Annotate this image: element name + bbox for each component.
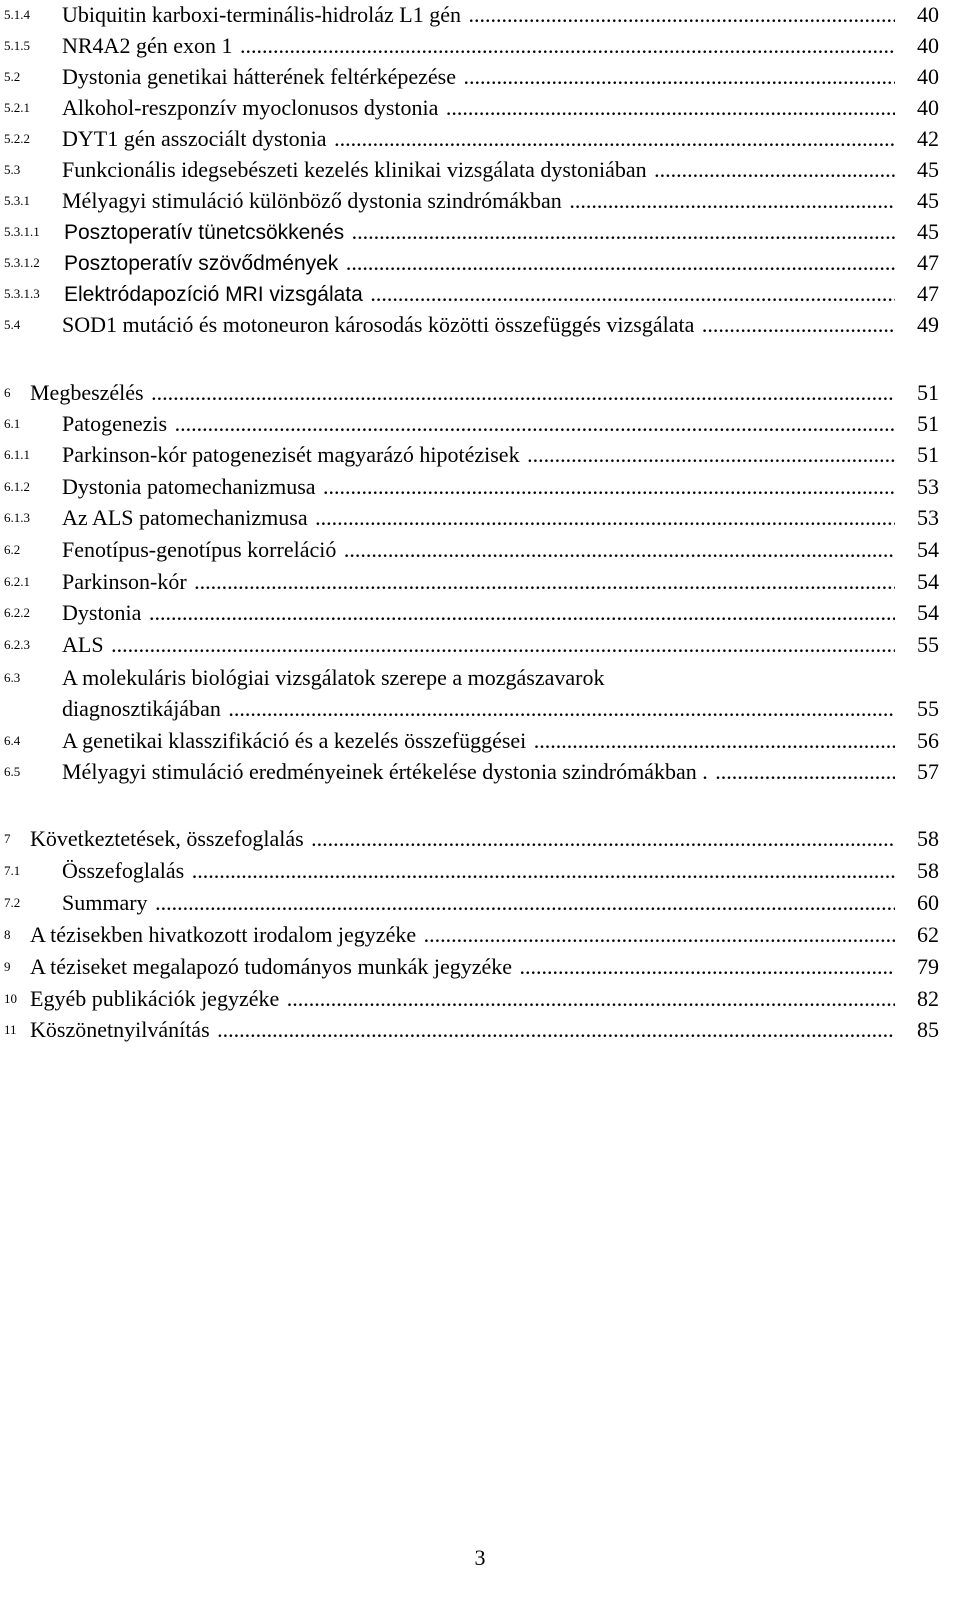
toc-entry-title <box>62 663 895 693</box>
toc-entry-title <box>62 186 895 216</box>
toc-entry-title <box>62 567 895 597</box>
toc-entry-title-text: Dystonia genetikai hátterének feltérképezése <box>62 64 456 89</box>
toc-entry-page: 57 <box>917 759 939 784</box>
toc-entry <box>0 694 960 724</box>
toc-entry-number: 9 <box>4 959 11 974</box>
toc-entry-title <box>64 248 895 279</box>
toc-entry-title-text: NR4A2 gén exon 1 <box>62 33 233 58</box>
toc-entry-title-text: Dystonia patomechanizmusa <box>62 474 316 499</box>
toc-entry-number: 11 <box>4 1022 17 1037</box>
toc-entry <box>0 952 960 982</box>
toc-entry <box>0 310 960 340</box>
toc-entry <box>0 248 960 278</box>
toc-entry-title <box>62 124 895 154</box>
toc-entry-title-text: Parkinson-kór patogenezisét magyarázó hipotézisek <box>62 442 520 467</box>
toc-entry <box>0 663 960 693</box>
toc-entry-title <box>62 310 895 340</box>
toc-entry-title <box>30 920 895 950</box>
toc-entry-title-text: A molekuláris biológiai vizsgálatok szerepe a mozgászavarok <box>62 665 605 690</box>
toc-entry-title-text: Parkinson-kór <box>62 569 187 594</box>
toc-entry-number: 6.3 <box>4 670 21 685</box>
toc-entry-title <box>62 598 895 628</box>
toc-entry-number: 6.2.2 <box>4 605 30 620</box>
toc-entry-title-text: Fenotípus-genotípus korreláció <box>62 537 337 562</box>
toc-entry-number: 6.1.1 <box>4 447 30 462</box>
toc-entry-title <box>62 0 895 30</box>
toc-entry-page: 54 <box>917 537 939 562</box>
toc-entry-title <box>62 409 895 439</box>
toc-entry <box>0 757 960 787</box>
toc-entry <box>0 217 960 247</box>
toc-entry-page: 56 <box>917 728 939 753</box>
toc-entry-page: 55 <box>917 696 939 721</box>
toc-entry-number: 6.1.2 <box>4 479 30 494</box>
toc-entry-number: 6.2.3 <box>4 637 30 652</box>
toc-entry <box>0 378 960 408</box>
toc-entry <box>0 1015 960 1045</box>
toc-entry <box>0 630 960 660</box>
toc-entry-number: 5.1.5 <box>4 38 30 53</box>
toc-entry-number: 10 <box>4 991 17 1006</box>
toc-entry-page: 53 <box>917 505 939 530</box>
toc-entry-page: 40 <box>917 64 939 89</box>
toc-entry-title <box>30 824 895 854</box>
toc-entry-title-text: Ubiquitin karboxi-terminális-hidroláz L1 gén <box>62 2 461 27</box>
toc-entry <box>0 567 960 597</box>
toc-entry-number: 5.3 <box>4 162 21 177</box>
toc-entry-title <box>62 440 895 470</box>
toc-entry-title-text: Összefoglalás <box>62 858 185 883</box>
toc-entry-page: 40 <box>917 33 939 58</box>
toc-entry-title-text: Patogenezis <box>62 411 168 436</box>
toc-entry-title <box>64 217 895 248</box>
toc-entry-title-text: Mélyagyi stimuláció eredményeinek értékelése dystonia szindrómákban . <box>62 759 708 784</box>
toc-entry-title <box>62 535 895 565</box>
toc-entry <box>0 186 960 216</box>
toc-entry <box>0 440 960 470</box>
toc-entry-number: 5.2.2 <box>4 131 30 146</box>
toc-entry-title <box>62 31 895 61</box>
toc-entry <box>0 984 960 1014</box>
toc-entry <box>0 920 960 950</box>
toc-entry-number: 5.2 <box>4 69 21 84</box>
toc-entry <box>0 856 960 886</box>
toc-entry-number: 6.2.1 <box>4 574 30 589</box>
toc-entry-title <box>62 93 895 123</box>
toc-entry <box>0 93 960 123</box>
toc-entry-title-text: DYT1 gén asszociált dystonia <box>62 126 327 151</box>
toc-entry-page: 55 <box>917 632 939 657</box>
toc-entry-number: 6.2 <box>4 542 21 557</box>
toc-entry-number: 7.2 <box>4 895 21 910</box>
toc-entry <box>0 0 960 30</box>
toc-entry-title-text: ALS <box>62 632 104 657</box>
toc-entry-title <box>30 984 895 1014</box>
toc-entry-title-text: Alkohol-reszponzív myoclonusos dystonia <box>62 95 439 120</box>
toc-entry-title-text: Posztoperatív szövődmények <box>64 252 339 275</box>
toc-entry-number: 6 <box>4 385 11 400</box>
toc-entry-number: 7.1 <box>4 863 21 878</box>
toc-entry-page: 58 <box>917 826 939 851</box>
toc-entry-title-text: Az ALS patomechanizmusa <box>62 505 308 530</box>
toc-entry-number: 7 <box>4 831 11 846</box>
toc-entry-title-text: Következtetések, összefoglalás <box>30 826 304 851</box>
toc-entry-title-text: Summary <box>62 890 148 915</box>
toc-entry-page: 79 <box>917 954 939 979</box>
toc-entry-page: 45 <box>917 188 939 213</box>
toc-entry-page: 60 <box>917 890 939 915</box>
toc-entry <box>0 824 960 854</box>
toc-entry-title-text: A téziseket megalapozó tudományos munkák jegyzéke <box>30 954 513 979</box>
toc-entry-title <box>62 155 895 185</box>
toc-entry-title-text: Egyéb publikációk jegyzéke <box>30 986 280 1011</box>
toc-entry-page: 45 <box>917 219 939 244</box>
toc-entry-page: 51 <box>917 442 939 467</box>
toc-entry-page: 85 <box>917 1017 939 1042</box>
toc-entry-number: 5.2.1 <box>4 100 30 115</box>
toc-entry-title <box>62 694 895 724</box>
toc-entry-page: 40 <box>917 95 939 120</box>
toc-entry <box>0 62 960 92</box>
page-number: 3 <box>474 1545 486 1570</box>
toc-entry-page: 49 <box>917 312 939 337</box>
toc-entry-number: 8 <box>4 927 11 942</box>
toc-entry <box>0 503 960 533</box>
toc-entry <box>0 726 960 756</box>
toc-entry-title-text: Megbeszélés <box>30 380 144 405</box>
toc-entry-page: 62 <box>917 922 939 947</box>
toc-entry-title <box>30 1015 895 1045</box>
toc-entry-number: 5.1.4 <box>4 7 30 22</box>
toc-entry <box>0 472 960 502</box>
toc-entry-number: 5.4 <box>4 317 21 332</box>
toc-entry-page: 58 <box>917 858 939 883</box>
toc-entry <box>0 409 960 439</box>
toc-entry-page: 47 <box>917 281 939 306</box>
toc-entry-title <box>30 378 895 408</box>
toc-entry-number: 6.4 <box>4 733 21 748</box>
toc-entry-title-text: diagnosztikájában <box>62 696 221 721</box>
toc-entry-number: 6.1 <box>4 416 21 431</box>
toc-entry-title <box>62 503 895 533</box>
toc-entry <box>0 124 960 154</box>
toc-entry-page: 53 <box>917 474 939 499</box>
toc-entry-number: 6.5 <box>4 764 21 779</box>
toc-entry-number: 6.1.3 <box>4 510 30 525</box>
toc-entry-title-text: Dystonia <box>62 600 142 625</box>
toc-entry-page: 54 <box>917 600 939 625</box>
toc-entry-page: 51 <box>917 411 939 436</box>
toc-entry-title-text: A genetikai klasszifikáció és a kezelés összefüggései <box>62 728 527 753</box>
toc-entry-title-text: A tézisekben hivatkozott irodalom jegyzéke <box>30 922 417 947</box>
toc-entry <box>0 155 960 185</box>
toc-entry-page: 82 <box>917 986 939 1011</box>
toc-entry-page: 51 <box>917 380 939 405</box>
toc-entry-page: 54 <box>917 569 939 594</box>
toc-entry-title <box>62 757 895 787</box>
toc-entry-title <box>30 952 895 982</box>
toc-entry-page: 45 <box>917 157 939 182</box>
toc-entry-title-text: Köszönetnyilvánítás <box>30 1017 210 1042</box>
toc-entry <box>0 535 960 565</box>
toc-entry-number: 5.3.1.3 <box>4 286 40 301</box>
toc-entry-number: 5.3.1.1 <box>4 224 40 239</box>
toc-entry-page: 40 <box>917 2 939 27</box>
toc-entry <box>0 279 960 309</box>
toc-entry-number: 5.3.1 <box>4 193 30 208</box>
toc-entry-page: 47 <box>917 250 939 275</box>
toc-entry-title <box>64 279 895 310</box>
toc-entry-title <box>62 472 895 502</box>
toc-entry-title-text: Posztoperatív tünetcsökkenés <box>64 221 345 244</box>
toc-entry-number: 5.3.1.2 <box>4 255 40 270</box>
toc-entry <box>0 888 960 918</box>
toc-entry-title-text: Elektródapozíció MRI vizsgálata <box>64 283 363 306</box>
toc-entry-title-text: Funkcionális idegsebészeti kezelés klinikai vizsgálata dystoniában <box>62 157 647 182</box>
toc-entry <box>0 31 960 61</box>
toc-entry-title <box>62 888 895 918</box>
toc-entry-page: 42 <box>917 126 939 151</box>
toc-entry-title-text: Mélyagyi stimuláció különböző dystonia szindrómákban <box>62 188 562 213</box>
toc-entry-title-text: SOD1 mutáció és motoneuron károsodás közötti összefüggés vizsgálata <box>62 312 695 337</box>
toc-entry-title <box>62 630 895 660</box>
toc-entry-title <box>62 726 895 756</box>
toc-entry-title <box>62 62 895 92</box>
toc-entry <box>0 598 960 628</box>
toc-entry-title <box>62 856 895 886</box>
